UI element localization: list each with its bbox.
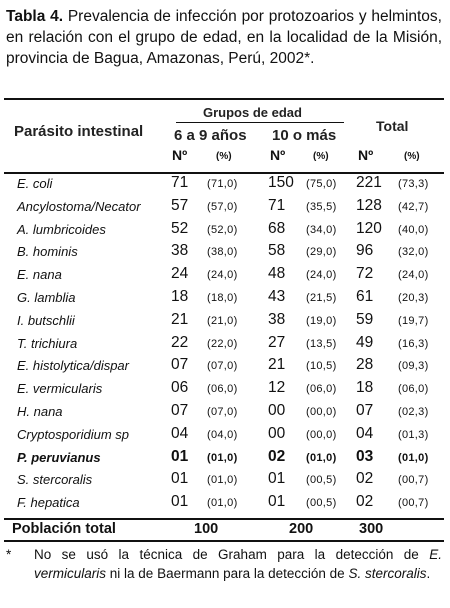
cell-pt: (73,3) (398, 178, 429, 190)
cell-n2: 27 (268, 333, 286, 351)
table-row (0, 287, 450, 310)
cell-nt: 72 (356, 265, 374, 283)
cell-nt: 03 (356, 447, 374, 465)
cell-p1: (57,0) (207, 200, 238, 213)
cell-n2: 12 (268, 379, 286, 397)
table-bottom-rule (4, 540, 444, 542)
cell-p2: (21,5) (306, 291, 337, 304)
header-pct-group2: (%) (313, 151, 329, 162)
table-row (0, 241, 450, 264)
table-row (0, 333, 450, 356)
header-pct-group1: (%) (216, 151, 232, 162)
parasite-name: Ancylostoma/Necator (17, 198, 141, 214)
table-row (0, 378, 450, 401)
cell-n1: 01 (171, 493, 189, 511)
cell-p1: (01,0) (207, 451, 238, 464)
cell-p2: (75,0) (306, 178, 337, 190)
parasite-name: G. lamblia (17, 289, 76, 305)
cell-p1: (04,0) (207, 428, 238, 441)
cell-nt: 120 (356, 219, 382, 237)
footnote-part2: ni la de Baermann para la detección de (109, 566, 345, 581)
cell-nt: 28 (356, 356, 374, 374)
cell-pt: (24,0) (398, 269, 429, 282)
cell-pt: (20,3) (398, 291, 429, 304)
cell-n2: 58 (268, 242, 286, 260)
cell-p2: (00,5) (306, 474, 337, 487)
cell-nt: 59 (356, 310, 374, 328)
cell-pt: (32,0) (398, 246, 429, 259)
cell-pt: (01,3) (398, 428, 429, 441)
cell-n1: 71 (171, 174, 189, 191)
cell-n1: 07 (171, 356, 189, 374)
cell-n1: 01 (171, 447, 189, 465)
parasite-name: E. vermicularis (17, 381, 103, 397)
cell-nt: 04 (356, 424, 374, 442)
table-row (0, 196, 450, 219)
cell-pt: (00,7) (398, 474, 429, 487)
table-row (0, 447, 450, 470)
cell-nt: 49 (356, 333, 374, 351)
cell-n2: 68 (268, 219, 286, 237)
table-row (0, 310, 450, 333)
cell-pt: (09,3) (398, 360, 429, 373)
cell-n1: 06 (171, 379, 189, 397)
cell-nt: 02 (356, 470, 374, 488)
cell-n1: 22 (171, 333, 189, 351)
header-pct-total: (%) (404, 151, 420, 162)
table-row (0, 173, 450, 196)
table-row (0, 264, 450, 287)
cell-p1: (07,0) (207, 405, 238, 418)
cell-p2: (24,0) (306, 269, 337, 282)
header-n-group2: Nº (270, 147, 286, 163)
footnote-text (34, 545, 442, 583)
cell-nt: 221 (356, 174, 382, 191)
header-age-groups: Grupos de edad (203, 105, 302, 120)
footnote-mark: * (6, 547, 12, 562)
cell-pt: (00,7) (398, 497, 429, 510)
footnote-species1: E. vermicularis (34, 547, 442, 581)
cell-n1: 18 (171, 287, 189, 305)
table-row (0, 492, 450, 515)
cell-n2: 48 (268, 265, 286, 283)
total-label: Población total (12, 521, 116, 537)
cell-nt: 96 (356, 242, 374, 260)
cell-p1: (07,0) (207, 360, 238, 373)
table-row (0, 401, 450, 424)
parasite-name: E. histolytica/dispar (17, 358, 129, 374)
parasite-name: H. nana (17, 403, 63, 419)
cell-p1: (18,0) (207, 291, 238, 304)
cell-p2: (00,0) (306, 428, 337, 441)
header-total: Total (376, 118, 409, 134)
cell-p1: (06,0) (207, 383, 238, 396)
table-top-rule (4, 98, 444, 100)
parasite-name: E. coli (17, 176, 53, 191)
cell-n1: 01 (171, 470, 189, 488)
cell-n2: 00 (268, 401, 286, 419)
total-all: 300 (359, 521, 384, 537)
age-groups-underline (176, 122, 344, 123)
footnote-part3: . (426, 566, 431, 581)
cell-n2: 00 (268, 424, 286, 442)
table-body (0, 173, 450, 515)
cell-nt: 18 (356, 379, 374, 397)
parasite-name: F. hepatica (17, 495, 80, 511)
total-group1: 100 (194, 521, 219, 537)
cell-pt: (42,7) (398, 200, 429, 213)
parasite-name: B. hominis (17, 244, 78, 260)
header-parasite: Parásito intestinal (14, 123, 144, 140)
footnote-species2: S. stercoralis (348, 566, 427, 581)
cell-pt: (19,7) (398, 314, 429, 327)
table-caption (6, 6, 442, 69)
total-top-rule (4, 518, 444, 520)
header-group-10-plus: 10 o más (272, 127, 337, 144)
cell-n1: 04 (171, 424, 189, 442)
cell-p2: (06,0) (306, 383, 337, 396)
cell-pt: (40,0) (398, 223, 429, 236)
cell-p2: (00,0) (306, 405, 337, 418)
parasite-name: S. stercoralis (17, 472, 93, 488)
cell-n2: 21 (268, 356, 286, 374)
parasite-name: Cryptosporidium sp (17, 426, 129, 442)
parasite-name: E. nana (17, 267, 62, 283)
cell-pt: (06,0) (398, 383, 429, 396)
cell-n2: 71 (268, 196, 286, 214)
footnote (6, 545, 442, 583)
cell-p2: (13,5) (306, 337, 337, 350)
parasite-name: T. trichiura (17, 335, 78, 351)
cell-p2: (34,0) (306, 223, 337, 236)
total-group2: 200 (289, 521, 314, 537)
cell-p1: (21,0) (207, 314, 238, 327)
cell-n2: 02 (268, 447, 286, 465)
caption-text: Prevalencia de infección por protozoarios y helmintos, en relación con el grupo de edad, en la localidad de la Misión, provincia de Bagua, Amazonas, Perú, 2002*. (6, 8, 442, 67)
cell-n2: 38 (268, 310, 286, 328)
cell-p2: (19,0) (306, 314, 337, 327)
parasite-name: P. peruvianus (17, 449, 101, 465)
cell-pt: (01,0) (398, 451, 429, 464)
cell-p1: (52,0) (207, 223, 238, 236)
cell-p1: (01,0) (207, 497, 238, 510)
cell-nt: 61 (356, 287, 374, 305)
table-row (0, 469, 450, 492)
table-label: Tabla 4. (6, 8, 64, 25)
footnote-part1: No se usó la técnica de Graham para la detección de (34, 547, 419, 562)
cell-n2: 01 (268, 470, 286, 488)
cell-n1: 57 (171, 196, 189, 214)
header-n-total: Nº (358, 147, 374, 163)
cell-n2: 01 (268, 493, 286, 511)
cell-n1: 38 (171, 242, 189, 260)
cell-nt: 128 (356, 196, 382, 214)
cell-p2: (10,5) (306, 360, 337, 373)
cell-p2: (01,0) (306, 451, 337, 464)
header-group-6-9: 6 a 9 años (174, 127, 247, 144)
cell-n1: 07 (171, 401, 189, 419)
cell-p1: (01,0) (207, 474, 238, 487)
header-n-group1: Nº (172, 147, 188, 163)
table-row (0, 355, 450, 378)
cell-p2: (35,5) (306, 200, 337, 213)
parasite-name: I. butschlii (17, 312, 75, 328)
cell-nt: 07 (356, 401, 374, 419)
cell-p2: (29,0) (306, 246, 337, 259)
parasite-name: A. lumbricoides (17, 221, 106, 237)
cell-p1: (22,0) (207, 337, 238, 350)
cell-n1: 24 (171, 265, 189, 283)
cell-p1: (71,0) (207, 178, 238, 190)
cell-nt: 02 (356, 493, 374, 511)
cell-n1: 21 (171, 310, 189, 328)
cell-n2: 150 (268, 174, 294, 191)
cell-n2: 43 (268, 287, 286, 305)
cell-p1: (38,0) (207, 246, 238, 259)
cell-pt: (02,3) (398, 405, 429, 418)
table-row (0, 424, 450, 447)
cell-p2: (00,5) (306, 497, 337, 510)
cell-p1: (24,0) (207, 269, 238, 282)
cell-n1: 52 (171, 219, 189, 237)
table-row (0, 219, 450, 242)
cell-pt: (16,3) (398, 337, 429, 350)
